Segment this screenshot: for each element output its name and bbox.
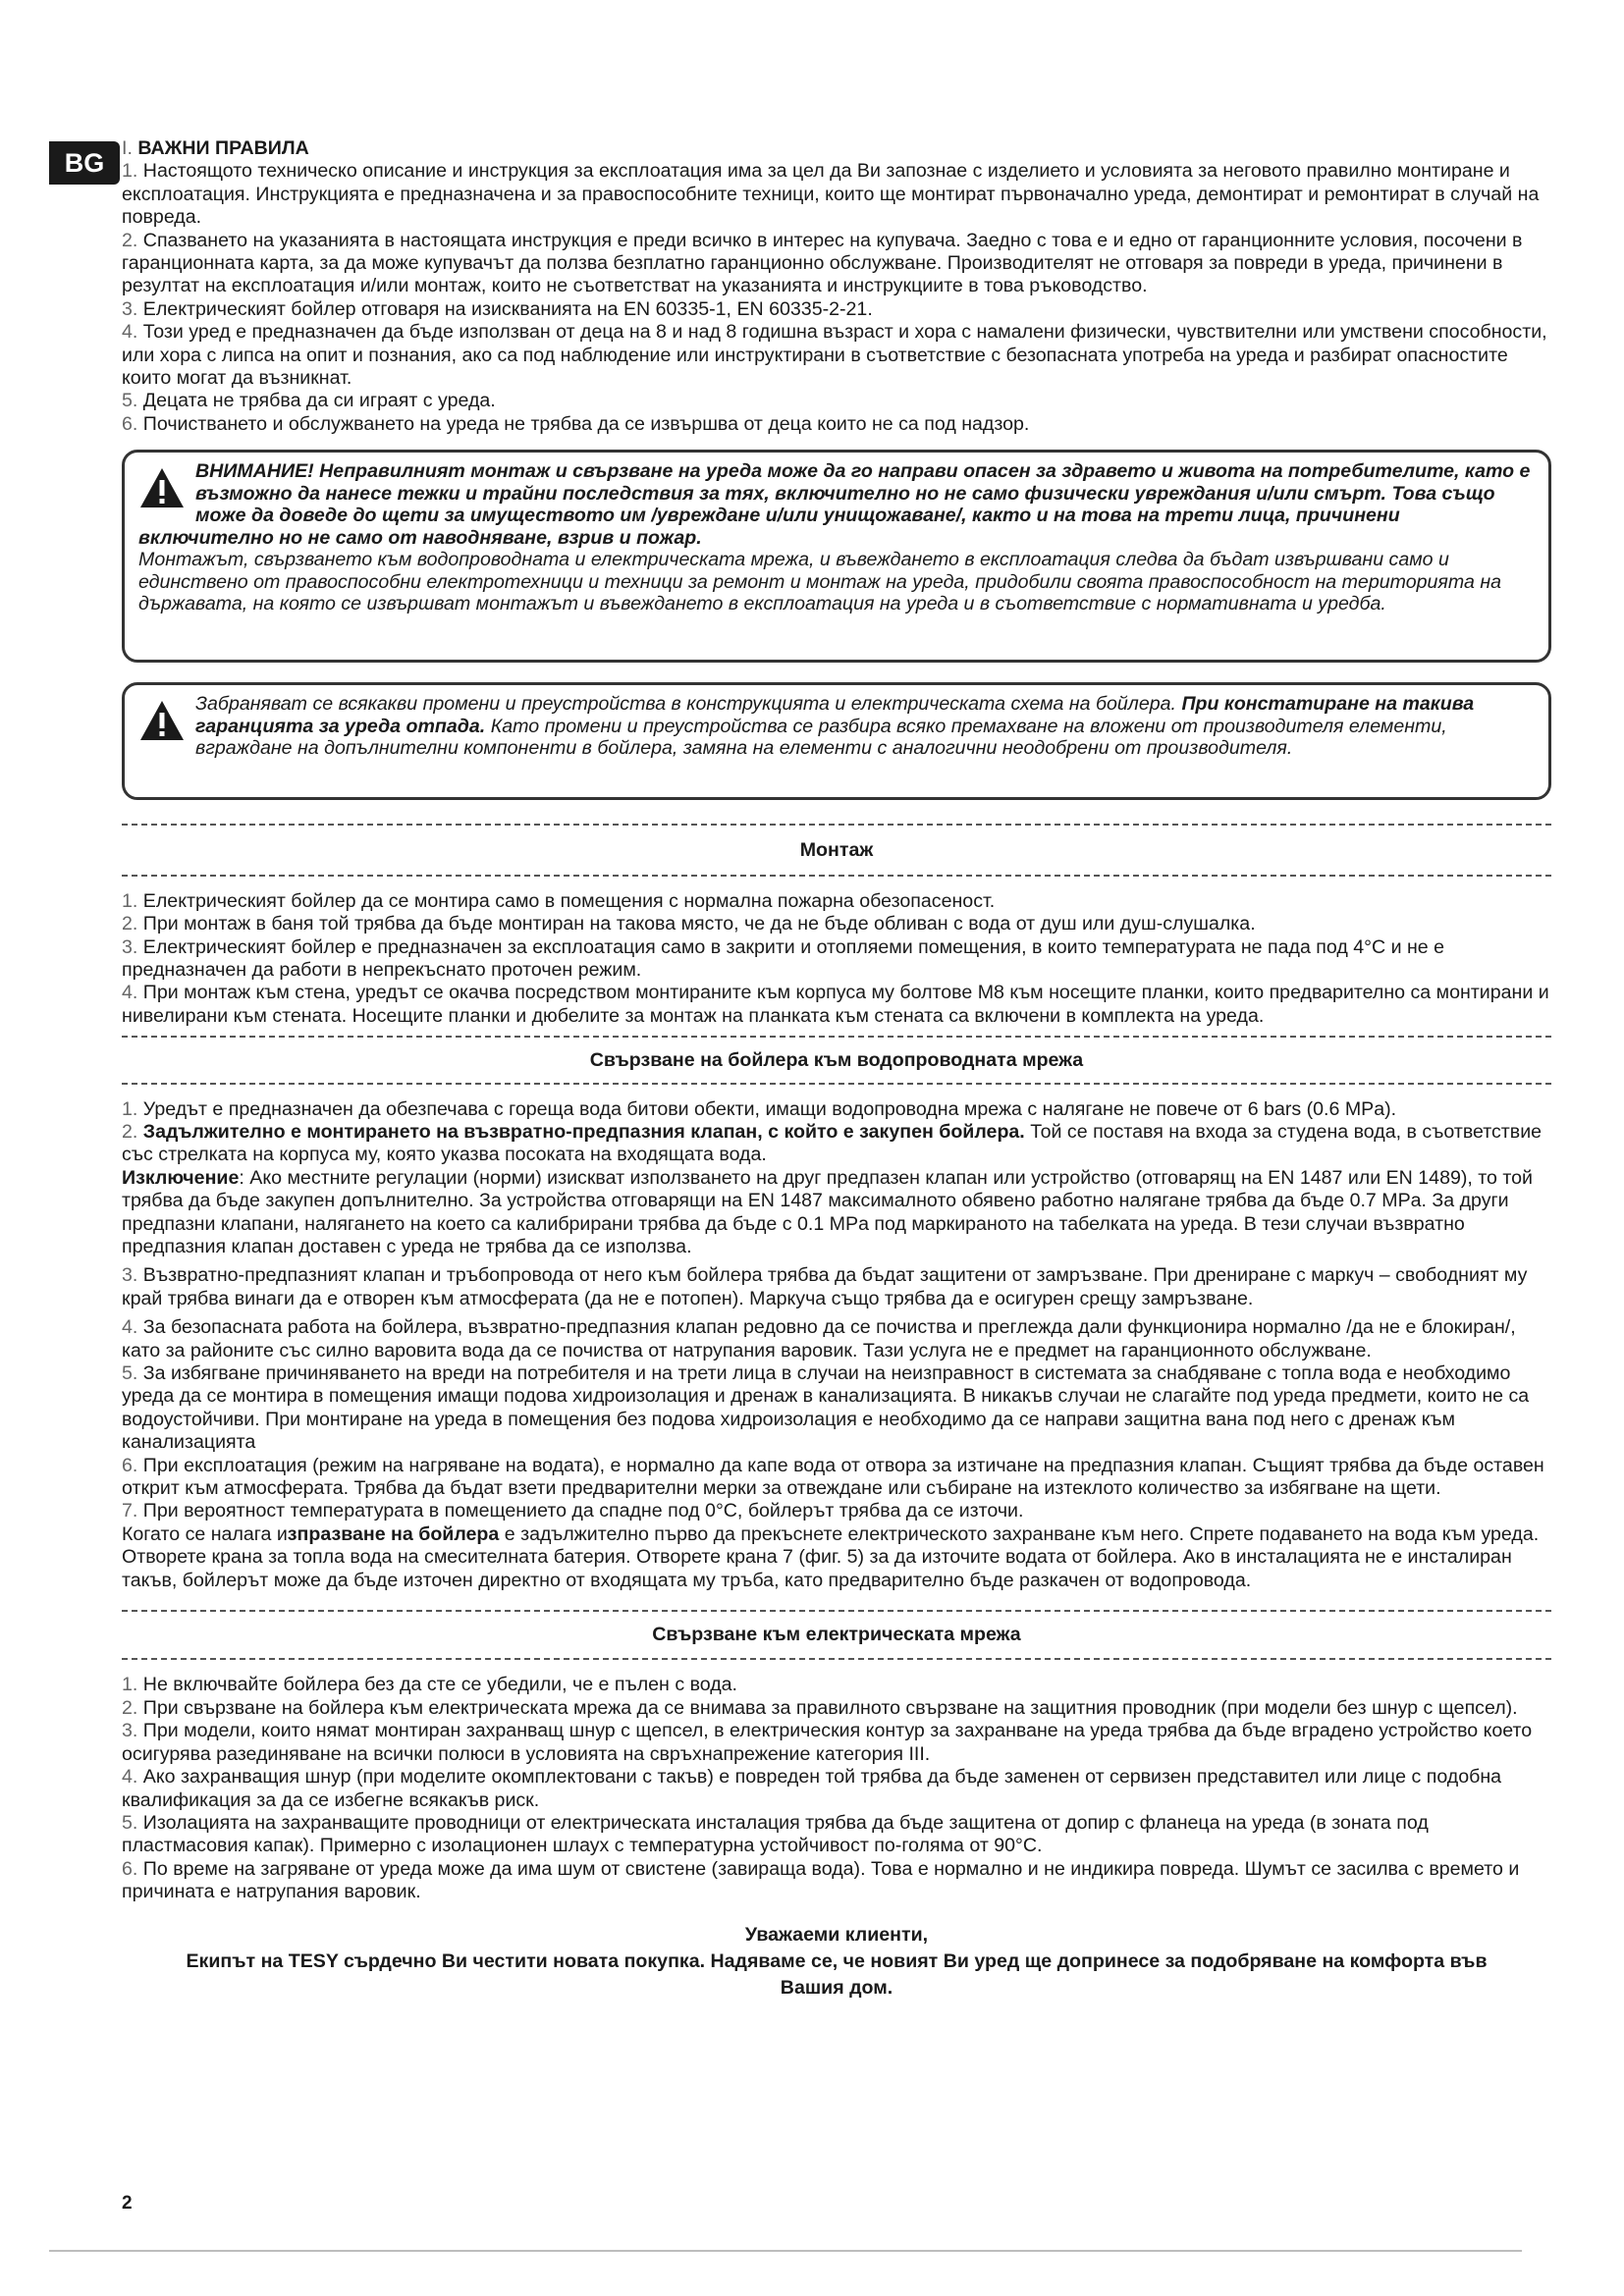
- item-text: Когато се налага и: [122, 1522, 288, 1545]
- section-title: Свързване на бойлера към водопроводната мрежа: [589, 1049, 1084, 1072]
- item-text: За безопасната работа на бойлера, възвратно-предпазния клапан редовно да се почиства и преглежда дали функционира нормално /да не е блокиран/, като за районите със силно варовита вода да се почиства от натрупания варовик. Тази услуга не е предмет на гаранционното обслужване.: [122, 1316, 1516, 1362]
- item-number: 3.: [122, 1720, 138, 1742]
- footer-line: [49, 2250, 1522, 2252]
- item-text: При монтаж в баня той трябва да бъде монтиран на такова място, че да не бъде обливан с вода от душ или душ-слушалка.: [142, 913, 1256, 935]
- section-title: Монтаж: [799, 839, 874, 862]
- list-item: [122, 390, 1551, 412]
- item-text: Електрическият бойлер отговаря на изискванията на EN 60335-1, EN 60335-2-21.: [142, 297, 873, 320]
- item-text: Ако захранващия шнур (при моделите окомплектовани с такъв) е повреден той трябва да бъде заменен от сервизен представител или лице с подобна квалификация за да се избегне всякакъв риск.: [122, 1766, 1502, 1811]
- item-number: 1.: [122, 1097, 138, 1120]
- page-content: [122, 137, 1551, 2002]
- item-number: 5.: [122, 390, 138, 412]
- list-item: [122, 1720, 1551, 1766]
- item-text: При експлоатация (режим на нагряване на водата), е нормално да капе вода от отвора за изтичане на предпазния клапан. Същият трябва да бъде оставен открит към атмосферата. Трябва да бъдат взети предварителни мерки за отвеждане или събиране на изтеклото количество за избягване на щети.: [122, 1454, 1544, 1500]
- list-item: [122, 936, 1551, 983]
- item-text: Електрическият бойлер е предназначен за експлоатация само в закрити и отопляеми помещения, в които температурата не пада под 4°C и не е предназначен да работи в непрекъснато проточен режим.: [122, 935, 1445, 981]
- item-number: 5.: [122, 1811, 138, 1834]
- item-number: 6.: [122, 1857, 138, 1880]
- item-number: 2.: [122, 229, 138, 251]
- warning-text: Забраняват се всякакви промени и преустройства в конструкцията и електрическата схема на бойлера.: [195, 693, 1176, 716]
- closing-greeting: Уважаеми клиенти,: [744, 1923, 929, 1946]
- section-title: Свързване към електрическата мрежа: [652, 1624, 1021, 1646]
- divider: [122, 1036, 1551, 1038]
- warning-bold-text: При констатиране на такива гаранцията за уреда отпада.: [195, 693, 1475, 737]
- section-number: I.: [122, 137, 133, 159]
- warning-text: Като промени и преустройства се разбира всяко премахване на вложени от производителя елементи, вграждане на допълнителни компоненти в бойлера, замяна на елементи с аналогични неодобрени от производителя.: [195, 715, 1447, 760]
- drain-paragraph: [122, 1523, 1551, 1592]
- page-number: 2: [122, 2193, 133, 2214]
- item-text: По време на загряване от уреда може да има шум от свистене (завираща вода). Това е нормално и не индикира повреда. Шумът се засилва с времето и причината е натрупания варовик.: [122, 1857, 1520, 1903]
- item-number: 3.: [122, 297, 138, 320]
- list-item: [122, 890, 1551, 913]
- item-text: Възвратно-предпазният клапан и тръбопровода от него към бойлера трябва да бъдат защитени от замръзване. При дрениране с маркуч – свободният му край трябва винаги да е отворен към атмосферата (да не е потопен). Маркуча също трябва да е осигурен срещу замръзване.: [122, 1264, 1528, 1309]
- closing-text: Вашия дом.: [780, 1976, 893, 1999]
- list-item: [122, 1316, 1551, 1362]
- list-item: [122, 1766, 1551, 1812]
- closing-text: Екипът на TESY сърдечно Ви честити новата покупка. Надяваме се, че новият Ви уред ще допринесе за подобряване на комфорта във: [186, 1949, 1488, 1972]
- item-text: Този уред е предназначен да бъде използван от деца на 8 и над 8 годишна възраст и хора с намалени физически, чувствителни или умствени способности, или хора с липса на опит и познания, ако са под наблюдение или инструктирани в съответствие с безопасната употреба на уреда и разбират опасностите които могат да възникнат.: [122, 321, 1547, 390]
- section-title: ВАЖНИ ПРАВИЛА: [137, 137, 309, 159]
- item-number: 1.: [122, 889, 138, 912]
- closing-message: [122, 1922, 1551, 2002]
- item-text: Настоящото техническо описание и инструкция за експлоатация има за цел да Ви запознае с изделието и условията за неговото правилно монтиране и експлоатация. Инструкцията е предназначена и за правоспособните техници, които ще монтират първоначално уреда, демонтират и ремонтират в случай на повреда.: [122, 160, 1540, 229]
- item-text: За избягване причиняването на вреди на потребителя и на трети лица в случаи на неизправност в системата за снабдяване с топла вода е необходимо уреда да се монтира в помещения имащи подова хидроизолация и дренаж в канализацията. В никакъв случаи не слагайте под уреда предмети, които не са водоустойчиви. При монтиране на уреда в помещения без подова хидроизолация е необходимо да се направи защитна вана под него с дренаж към канализацията: [122, 1362, 1530, 1454]
- list-item: [122, 413, 1551, 436]
- item-text: Електрическият бойлер да се монтира само в помещения с нормална пожарна обезопасеност.: [142, 889, 996, 912]
- item-number: 4.: [122, 1766, 138, 1789]
- list-item: [122, 913, 1551, 935]
- list-item: [122, 298, 1551, 321]
- list-item: [122, 321, 1551, 390]
- item-number: 3.: [122, 1264, 138, 1287]
- item-number: 4.: [122, 1316, 138, 1339]
- item-text: Той се поставя на входа за студена вода, в съответствие със стрелката на корпуса му, която указва посоката на входящата вода.: [122, 1120, 1543, 1166]
- list-item: [122, 1674, 1551, 1696]
- list-item: [122, 1697, 1551, 1720]
- item-text: При монтаж към стена, уредът се окачва посредством монтираните към корпуса му болтове М8 към носещите планки, които предварително са монтирани и нивелирани към стената. Носещите планки и дюбелите за монтаж на планката към стената са включени в комплекта на уреда.: [122, 982, 1549, 1027]
- list-item: [122, 1362, 1551, 1455]
- item-text: При вероятност температурата в помещението да спадне под 0°C, бойлерът трябва да се източи.: [142, 1500, 1024, 1522]
- list-item: [122, 1500, 1551, 1522]
- item-number: 4.: [122, 982, 138, 1004]
- language-tab: [49, 141, 120, 185]
- item-number: 1.: [122, 160, 138, 183]
- list-item: [122, 1455, 1551, 1501]
- item-number: 2.: [122, 1696, 138, 1719]
- list-item: [122, 982, 1551, 1028]
- list-item: [122, 1121, 1551, 1167]
- divider: [122, 824, 1551, 826]
- warning-icon: [138, 699, 186, 742]
- item-text: Изолацията на захранващите проводници от електрическата инсталация трябва да бъде защитена от допир с фланеца на уреда (в зоната под пластмасовия капак). Примерно с изолационен шлаух с температурна устойчивост по-голяма от 90°C.: [122, 1811, 1429, 1857]
- list-item: [122, 1098, 1551, 1121]
- item-number: 7.: [122, 1500, 138, 1522]
- item-number: 6.: [122, 1454, 138, 1476]
- item-bold-text: Задължително е монтирането на възвратно-предпазния клапан, с който е закупен бойлера.: [142, 1120, 1025, 1143]
- list-item: [122, 160, 1551, 229]
- item-text: При модели, които нямат монтиран захранващ шнур с щепсел, в електрическия контур за захранване на уреда трябва да бъде вградено устройство което осигурява разединяване на всички полюси в условията на свръхнапрежение категория III.: [122, 1720, 1533, 1765]
- item-number: 2.: [122, 1120, 138, 1143]
- item-text: Не включвайте бойлера без да сте се убедили, че е пълен с вода.: [142, 1674, 737, 1696]
- list-item: [122, 230, 1551, 298]
- item-number: 3.: [122, 935, 138, 958]
- item-number: 1.: [122, 1674, 138, 1696]
- warning-icon: [138, 466, 186, 509]
- warning-box: [122, 682, 1551, 800]
- item-text: е задължително първо да прекъснете електрическото захранване към него. Спрете подаването на вода към уреда. Отворете крана за топла вода на смесителната батерия. Отворете крана 7 (фиг. 5) за да източите водата от бойлера. Ако в инсталацията не е инсталиран такъв, бойлерът може да бъде източен директно от входящата му тръба, като предварително бъде разкачен от водопровода.: [122, 1522, 1540, 1591]
- item-text: Почистването и обслужването на уреда не трябва да се извършва от деца които не са под надзор.: [142, 412, 1030, 435]
- list-item: [122, 1264, 1551, 1310]
- item-text: При свързване на бойлера към електрическата мрежа да се внимава за правилното свързване на защитния проводник (при модели без шнур с щепсел).: [142, 1696, 1518, 1719]
- warning-bold-text: ВНИМАНИЕ! Неправилният монтаж и свързване на уреда може да го направи опасен за здравето и живота на потребителите, като е възможно да нанесе тежки и трайни последствия за тях, включително но не само физически увреждания и/или смърт. Това също може да доведе до щети за имуществото им /увреждане и/или унищожаване/, както и на това на трети лица, причинени включително но не само от наводняване, взрив и пожар.: [138, 460, 1531, 549]
- item-number: 2.: [122, 913, 138, 935]
- item-number: 5.: [122, 1362, 138, 1384]
- divider: [122, 1610, 1551, 1612]
- section-heading: [122, 137, 1551, 160]
- item-number: 4.: [122, 321, 138, 344]
- exception-label: Изключение: [122, 1166, 240, 1189]
- item-text: Децата не трябва да си играят с уреда.: [142, 390, 496, 412]
- item-bold-text: зпразване на бойлера: [287, 1522, 500, 1545]
- list-item: [122, 1812, 1551, 1858]
- item-text: : Ако местните регулации (норми) изискват използването на друг предпазен клапан или устройство (отговарящ на EN 1487 или EN 1489), то той трябва да бъде закупен допълнително. За устройства отговарящи на EN 1487 максималното обявено работно налягане трябва да бъде 0.7 MPa. За други предпазни клапани, налягането на което са калибрирани трябва да бъде с 0.1 MPa под маркираното на табелката на уреда. В тези случаи възвратно предпазния клапан доставен с уреда не трябва да се използва.: [122, 1166, 1533, 1257]
- warning-box: [122, 450, 1551, 663]
- list-item: [122, 1858, 1551, 1904]
- exception-paragraph: [122, 1167, 1551, 1259]
- warning-text: Монтажът, свързването към водопроводната и електрическата мрежа, и въвеждането в експлоатация следва да бъдат извършвани само и единствено от правоспособни електротехници и техници за ремонт и монтаж на уреда, придобили своята правоспособност на територията на държавата, на която се извършват монтажът и въвеждането в експлоатация на уреда и в съответствие с нормативната и уредба.: [138, 549, 1501, 615]
- item-text: Уредът е предназначен да обезпечава с гореща вода битови обекти, имащи водопроводна мрежа с налягане не повече от 6 bars (0.6 MPa).: [142, 1097, 1397, 1120]
- item-text: Спазването на указанията в настоящата инструкция е преди всичко в интерес на купувача. Заедно с това е и едно от гаранционните условия, посочени в гаранционната карта, за да може купувачът да ползва безплатно гаранционно обслужване. Производителят не отговаря за повреди в уреда, причинени в резултат на експлоатация и/или монтаж, които не съответстват на указанията и инструкциите в това ръководство.: [122, 229, 1523, 297]
- language-code: BG: [64, 147, 105, 178]
- item-number: 6.: [122, 412, 138, 435]
